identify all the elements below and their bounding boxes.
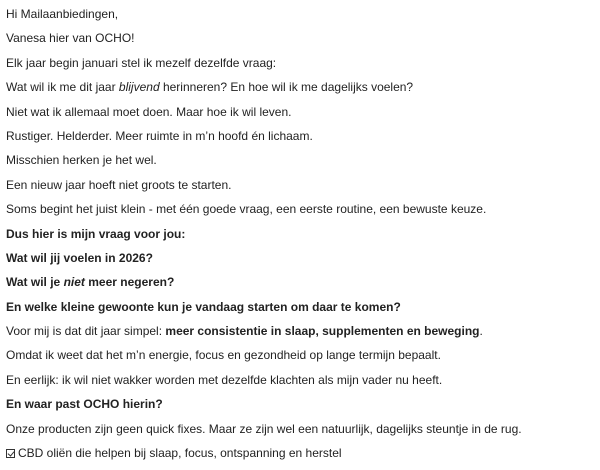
paragraph: Niet wat ik allemaal moet doen. Maar hoe ik wil leven. xyxy=(6,104,292,119)
text-segment: meer negeren? xyxy=(84,275,175,290)
paragraph: Onze producten zijn geen quick fixes. Maar ze zijn wel een natuurlijk, dagelijks steuntje in de rug. xyxy=(6,421,522,436)
paragraph: En eerlijk: ik wil niet wakker worden met dezelfde klachten als mijn vader nu heeft. xyxy=(6,372,443,387)
paragraph: Soms begint het juist klein - met één goede vraag, een eerste routine, een bewuste keuze. xyxy=(6,202,487,217)
paragraph: Rustiger. Helderder. Meer ruimte in m’n hoofd én lichaam. xyxy=(6,128,313,143)
paragraph: Elk jaar begin januari stel ik mezelf dezelfde vraag: xyxy=(6,55,277,70)
bullet-text: CBD oliën die helpen bij slaap, focus, ontspanning en herstel xyxy=(18,446,342,461)
emphasis-text: niet xyxy=(63,275,85,290)
paragraph xyxy=(6,324,600,348)
question: En welke kleine gewoonte kun je vandaag starten om daar te komen? xyxy=(6,299,401,314)
intro-line: Vanesa hier van OCHO! xyxy=(6,31,135,46)
text-segment: . xyxy=(479,324,483,339)
paragraph: Omdat ik weet dat het m’n energie, focus en gezondheid op lange termijn bepaalt. xyxy=(6,348,441,363)
text-segment: Voor mij is dat dit jaar simpel: xyxy=(6,324,166,339)
paragraph: Misschien herken je het wel. xyxy=(6,153,157,168)
text-segment: Wat wil ik me dit jaar xyxy=(6,80,119,95)
checkbox-icon xyxy=(6,449,15,458)
paragraph: Een nieuw jaar hoeft niet groots te starten. xyxy=(6,177,232,192)
paragraph xyxy=(6,80,600,104)
text-segment: herinneren? En hoe wil ik me dagelijks voelen? xyxy=(159,80,414,95)
question xyxy=(6,275,600,299)
section-heading: En waar past OCHO hierin? xyxy=(6,397,163,412)
text-segment: Wat wil je xyxy=(6,275,64,290)
question: Wat wil jij voelen in 2026? xyxy=(6,250,153,265)
emphasis-text: blijvend xyxy=(118,80,160,95)
bold-text: meer consistentie in slaap, supplementen en beweging xyxy=(165,324,480,339)
question-intro: Dus hier is mijn vraag voor jou: xyxy=(6,226,186,241)
greeting: Hi Mailaanbiedingen, xyxy=(6,7,119,21)
